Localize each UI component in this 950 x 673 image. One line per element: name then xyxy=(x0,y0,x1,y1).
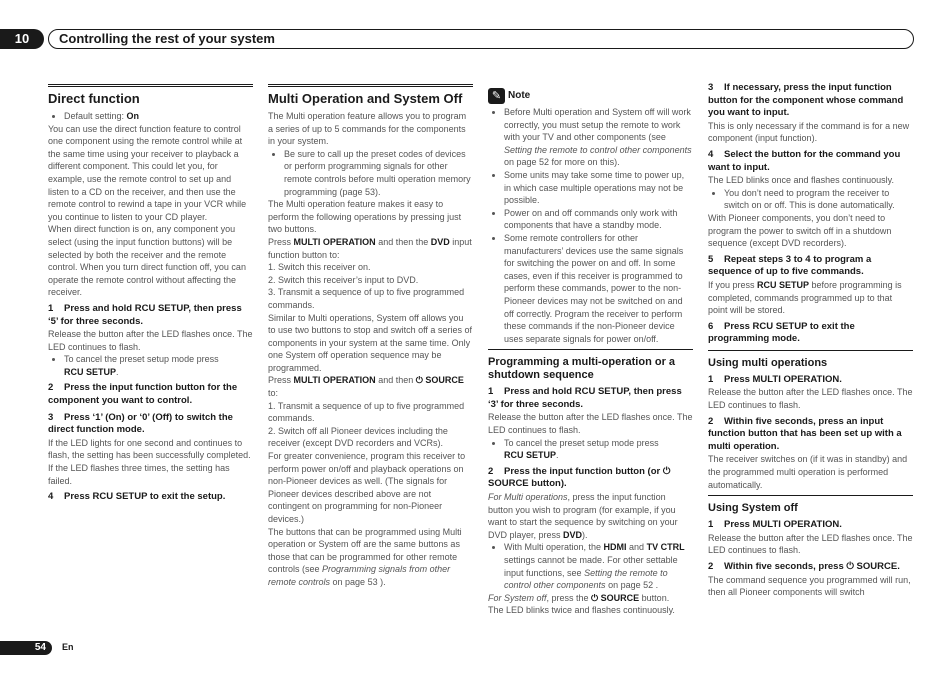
key-label: MULTI OPERATION xyxy=(293,236,376,247)
paragraph: The Multi operation feature allows you to program a series of up to 5 commands for the components in your system. xyxy=(268,111,467,147)
key-label: RCU SETUP xyxy=(64,366,117,377)
step-1: 1 Press and hold RCU SETUP, then press ‘5’ for three seconds. xyxy=(48,302,242,327)
default-label: Default setting: xyxy=(64,111,127,121)
note-item: • Some remote controllers for other manufacturers’ devices use the same signals for switching the power on and off. In some cases, even if this receiver is programmed to perform these commands, power to the non-Pioneer devices may not be switched on and off correctly. Program the receiver to perform these commands if the non-Pioneer device uses separate signals for power on/off. xyxy=(504,232,693,345)
text: Before Multi operation and System off will work correctly, you must setup the remote to work with your TV and other components (see xyxy=(504,107,691,143)
key-label: RCU SETUP xyxy=(757,279,810,290)
text: on page 52 . xyxy=(605,580,659,591)
step-detail: This is only necessary if the command is for a new component (input function). xyxy=(708,120,910,144)
step-detail xyxy=(708,279,913,317)
column-note-programming xyxy=(488,88,693,617)
note-pencil-icon: ✎ xyxy=(488,88,505,104)
step-detail: Release the button after the LED flashes once. The LED continues to flash. xyxy=(708,387,913,411)
step-text: Press MULTI OPERATION. xyxy=(724,373,842,385)
text: If you press xyxy=(708,279,758,290)
paragraph: For greater convenience, program this receiver to perform power on/off and playback operations on non-Pioneer devices as well. (The signals for Pioneer devices described above are not contingent on programming for non-Pioneer devices.) xyxy=(268,451,466,524)
step-6: 6 Press RCU SETUP to exit the programming mode. xyxy=(708,320,855,345)
chapter-title: Controlling the rest of your system xyxy=(48,29,914,49)
text: on page 53 ). xyxy=(330,576,386,587)
text: ). xyxy=(582,529,588,540)
step-detail: If the LED flashes three times, the setting has failed. xyxy=(48,463,230,486)
text: The buttons that can be programmed using Multi operation or System off are the same buttons as those that can be programmed for other remote controls (see xyxy=(268,526,462,575)
bullet-text: To cancel the preset setup mode press xyxy=(504,437,659,448)
section-title: Multi Operation and System Off xyxy=(268,91,463,106)
step-text: Within five seconds, press an input function button that has been set up with a multi operation. xyxy=(708,415,902,452)
paragraph: The Multi operation feature makes it easy to perform the following operations by pressing just two buttons. xyxy=(268,199,462,235)
column-multi-operation xyxy=(268,84,473,589)
text: Press xyxy=(268,375,294,386)
bullet-item: • Be sure to call up the preset codes of devices or perform programming signals for other remote controls before multi operation memory programming (page 53). xyxy=(284,148,473,198)
step-detail: The LED blinks twice and flashes continuously. xyxy=(488,605,675,616)
key-label: TV CTRL xyxy=(646,542,685,553)
section-rule xyxy=(708,495,913,496)
key-label: DVD xyxy=(563,529,583,540)
list-line: 2. Switch off all Pioneer devices including the receiver (except DVD recorders and VCRs). xyxy=(268,425,448,449)
page-number: 54 xyxy=(0,641,52,655)
step-detail: With Pioneer components, you don’t need to program the power to switch off in a shutdown sequence (except DVD recorders). xyxy=(708,212,892,249)
bullet-list xyxy=(48,353,253,378)
bullet-list xyxy=(708,187,913,212)
section-rule xyxy=(48,84,253,87)
cross-reference: Setting the remote to control other components xyxy=(504,567,668,591)
section-rule xyxy=(708,350,913,351)
step-text: Select the button for the command you want to input. xyxy=(708,148,901,173)
paragraph xyxy=(268,374,473,399)
step-text: Press MULTI OPERATION. xyxy=(724,519,842,531)
column-using-operations xyxy=(708,82,913,599)
note-item xyxy=(504,106,693,169)
list-line: 3. Transmit a sequence of up to five programmed commands. xyxy=(268,287,465,310)
text: and then the xyxy=(375,236,431,247)
text: , press the xyxy=(546,592,592,603)
step-text: If necessary, press the input function button for the component whose command you want to input. xyxy=(708,82,904,119)
text: button. xyxy=(639,592,670,603)
step-text: Repeat steps 3 to 4 to program a sequence of up to five commands. xyxy=(708,253,872,278)
bullet-item: • To cancel the preset setup mode press RCU SETUP. xyxy=(504,437,693,462)
step-text: Press RCU SETUP to exit the setup. xyxy=(64,491,226,503)
step-text: Within five seconds, press ⏻ SOURCE. xyxy=(724,561,900,572)
paragraph xyxy=(268,526,473,589)
step-detail xyxy=(488,491,693,541)
text: Press xyxy=(268,236,294,247)
step-detail: The LED blinks once and flashes continuously. xyxy=(708,175,894,186)
bullet-list xyxy=(488,437,693,462)
step-2: 2 Press the input function button (or ⏻ SOURCE button). xyxy=(488,465,671,490)
list-line: 1. Switch this receiver on. xyxy=(268,262,371,273)
text: settings cannot be made. For other settable input functions, see xyxy=(504,555,678,578)
key-label: DVD xyxy=(430,236,450,247)
bullet-list xyxy=(488,541,693,591)
bullet-item xyxy=(504,541,693,591)
italic-text: For System off xyxy=(488,592,547,603)
bullet-item: • You don’t need to program the receiver to switch on or off. This is done automatically. xyxy=(724,187,913,212)
section-title: Direct function xyxy=(48,91,140,106)
cross-reference: Setting the remote to control other components xyxy=(504,144,692,155)
language-code: En xyxy=(62,642,74,652)
list-line: 1. Transmit a sequence of up to five programmed commands. xyxy=(268,400,465,424)
paragraph: Similar to Multi operations, System off allows you to use two buttons to stop and switch off a series of components in your system at the same time. Only one System off operation sequence may be programmed. xyxy=(268,312,472,373)
step-text: Press and hold RCU SETUP, then press ‘5’ for three seconds. xyxy=(48,302,242,327)
step-detail xyxy=(488,592,693,605)
step-detail: The command sequence you programmed will run, then all Pioneer components will switch xyxy=(708,574,911,598)
step-3: 3 If necessary, press the input function button for the component whose command you want to input. xyxy=(708,82,904,119)
default-setting xyxy=(64,110,253,123)
text: With Multi operation, the xyxy=(504,542,604,553)
note-list xyxy=(488,106,693,345)
section-title: Using multi operations xyxy=(708,356,828,369)
default-value: On xyxy=(126,111,140,121)
text: before programming is completed, commands programmed up to that point will be stored. xyxy=(708,279,902,316)
step-3: 3 Press ‘1’ (On) or ‘0’ (Off) to switch the direct function mode. xyxy=(48,411,233,436)
step-4: 4 Select the button for the command you want to input. xyxy=(708,148,901,173)
list-line: 2. Switch this receiver’s input to DVD. xyxy=(268,274,419,285)
bullet-text: To cancel the preset setup mode press xyxy=(64,354,219,365)
text: input function button to: xyxy=(268,236,472,260)
section-title: Using System off xyxy=(708,502,798,515)
note-item: • Power on and off commands only work with components that have a standby mode. xyxy=(504,207,693,232)
step-detail: If the LED lights for one second and continues to flash, the setting has been successfully completed. xyxy=(48,437,251,461)
text: and then xyxy=(375,375,416,386)
chapter-number: 10 xyxy=(0,29,44,49)
step-detail: Release the button after the LED flashes once. The LED continues to flash. xyxy=(708,532,913,556)
section-title: Programming a multi-operation or a shutdown sequence xyxy=(488,356,676,382)
step-text: Press RCU SETUP to exit the programming mode. xyxy=(708,320,855,345)
text: and xyxy=(626,542,647,553)
step-2: 2 Within five seconds, press an input function button that has been set up with a multi operation. xyxy=(708,415,902,452)
page-header xyxy=(0,29,914,49)
step-text: Press the input function button (or ⏻ SOURCE button). xyxy=(488,465,671,490)
cross-reference: Programming signals from other remote controls xyxy=(268,564,451,587)
step-text: Press and hold RCU SETUP, then press ‘3’ for three seconds. xyxy=(488,386,682,410)
paragraph: When direct function is on, any component you select (using the input function buttons) will be selected by both the receiver and the remote control. When you turn direct function off, you can operate the remote control without affecting the receiver. xyxy=(48,224,246,298)
paragraph: You can use the direct function feature to control one component using the remote control while at the same time using your receiver to playback a different component. This could let you, for example, use the remote control to set up and listen to a CD on the receiver, and then use the remote control to rewind a tape in your VCR while you continue to listen to your CD player. xyxy=(48,123,247,222)
section-rule xyxy=(268,84,473,87)
text: , press the input function button you wish to program (for example, if you want to start the sequence by switching on your DVD player, press xyxy=(488,492,678,540)
note-label: Note xyxy=(508,89,531,101)
bullet-item: • To cancel the preset setup mode press RCU SETUP. xyxy=(64,353,253,378)
key-label: ⏻ SOURCE xyxy=(415,375,464,386)
step-text: Press ‘1’ (On) or ‘0’ (Off) to switch the direct function mode. xyxy=(48,411,233,436)
step-detail: The receiver switches on (if it was in standby) and the programmed multi operation is performed automatically. xyxy=(708,454,908,490)
paragraph xyxy=(268,236,473,261)
step-1: 1 Press and hold RCU SETUP, then press ‘3’ for three seconds. xyxy=(488,386,682,410)
note-item: • Some units may take some time to power up, in which case multiple operations may not be possible. xyxy=(504,169,693,207)
text: to: xyxy=(268,388,279,399)
key-label: ⏻ SOURCE xyxy=(591,592,640,603)
column-direct-function xyxy=(48,84,253,504)
step-4: 4 Press RCU SETUP to exit the setup. xyxy=(48,491,226,503)
step-5: 5 Repeat steps 3 to 4 to program a sequence of up to five commands. xyxy=(708,253,872,278)
key-label: RCU SETUP xyxy=(504,450,557,461)
text: on page 52 for more on this). xyxy=(504,157,620,168)
bullet-list xyxy=(268,148,473,198)
section-rule xyxy=(488,349,693,350)
default-setting-list xyxy=(48,110,253,123)
step-detail: Release the button after the LED flashes once. The LED continues to flash. xyxy=(48,329,253,352)
step-1: 1 Press MULTI OPERATION. xyxy=(708,519,842,531)
key-label: HDMI xyxy=(603,542,627,553)
note-header xyxy=(488,88,693,104)
step-text: Press the input function button for the component you want to control. xyxy=(48,382,238,407)
step-2: 2 Press the input function button for the component you want to control. xyxy=(48,382,238,407)
step-2: 2 Within five seconds, press ⏻ SOURCE. xyxy=(708,561,900,572)
italic-text: For Multi operations xyxy=(488,492,568,503)
step-1: 1 Press MULTI OPERATION. xyxy=(708,373,842,385)
key-label: MULTI OPERATION xyxy=(293,375,376,386)
step-detail: Release the button after the LED flashes once. The LED continues to flash. xyxy=(488,412,693,436)
